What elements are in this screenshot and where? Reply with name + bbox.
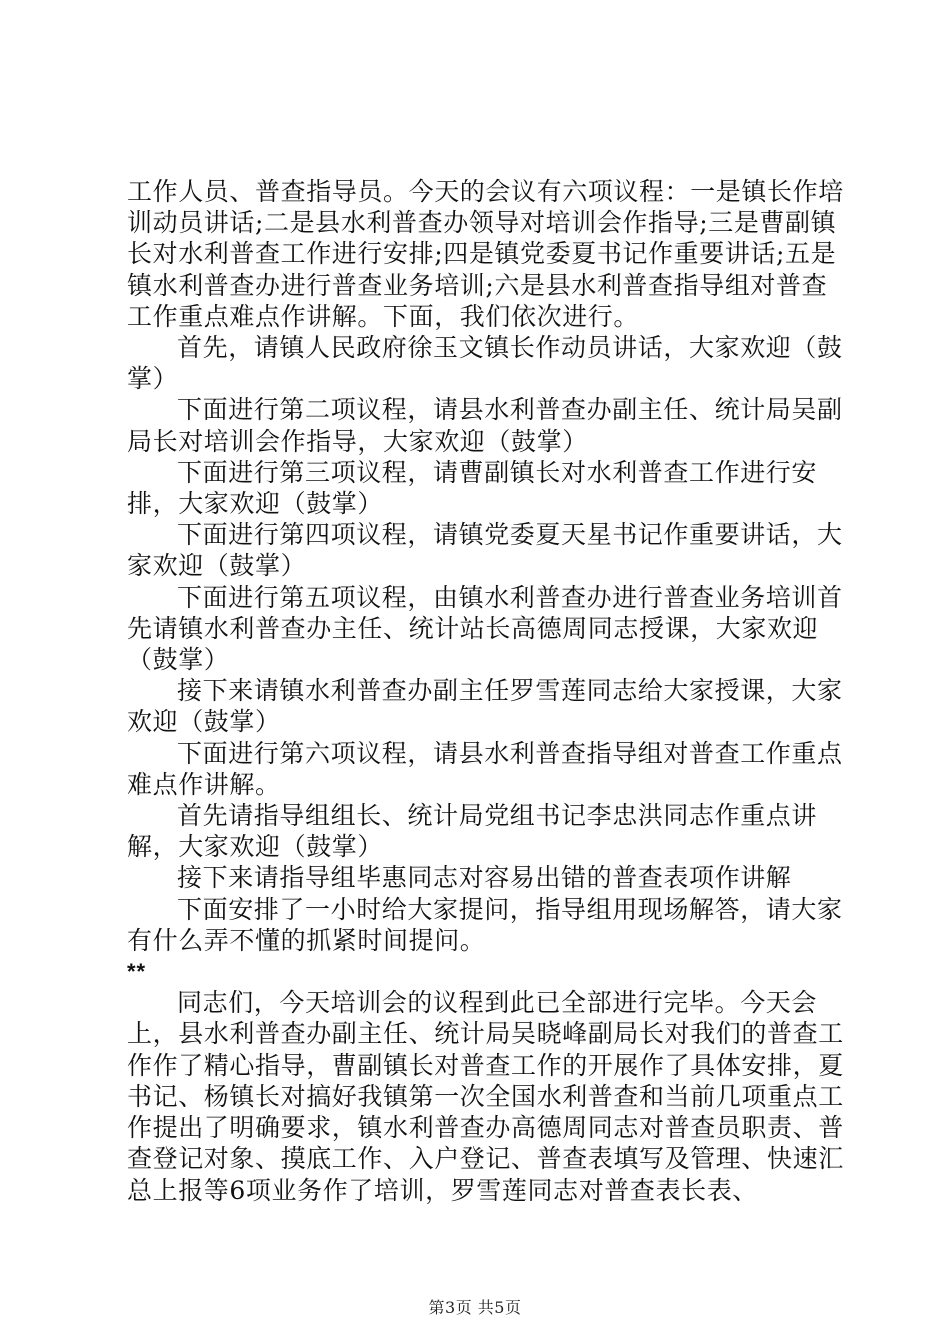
- paragraph-agenda-5b: 接下来请镇水利普查办副主任罗雪莲同志给大家授课，大家欢迎（鼓掌）: [127, 676, 843, 737]
- paragraph-agenda-2: 下面进行第二项议程，请县水利普查办副主任、统计局吴副局长对培训会作指导，大家欢迎（鼓掌）: [127, 395, 843, 456]
- paragraph-agenda-4: 下面进行第四项议程，请镇党委夏天星书记作重要讲话，大家欢迎（鼓掌）: [127, 520, 843, 581]
- page-footer: 第3页 共5页: [428, 1298, 522, 1317]
- document-body: [127, 176, 847, 1206]
- paragraph-intro: 工作人员、普查指导员。今天的会议有六项议程：一是镇长作培训动员讲话;二是县水利普查办领导对培训会作指导;三是曹副镇长对水利普查工作进行安排;四是镇党委夏书记作重要讲话;五是镇水利普查办进行普查业务培训;六是县水利普查指导组对普查工作重点难点作讲解。下面，我们依次进行。: [127, 177, 844, 331]
- paragraph-questions: 下面安排了一小时给大家提问，指导组用现场解答，请大家有什么弄不懂的抓紧时间提问。: [127, 894, 843, 955]
- paragraph-agenda-6b: 接下来请指导组毕惠同志对容易出错的普查表项作讲解: [177, 863, 792, 893]
- paragraph-agenda-5: 下面进行第五项议程，由镇水利普查办进行普查业务培训首先请镇水利普查办主任、统计站长高德周同志授课，大家欢迎（鼓掌）: [127, 582, 843, 675]
- section-separator: **: [127, 959, 147, 985]
- paragraph-agenda-6a: 首先请指导组组长、统计局党组书记李忠洪同志作重点讲解，大家欢迎（鼓掌）: [127, 801, 818, 862]
- paragraph-agenda-3: 下面进行第三项议程，请曹副镇长对水利普查工作进行安排，大家欢迎（鼓掌）: [127, 457, 818, 519]
- paragraph-agenda-6: 下面进行第六项议程，请县水利普查指导组对普查工作重点难点作讲解。: [127, 738, 843, 799]
- paragraph-closing: 同志们，今天培训会的议程到此已全部进行完毕。今天会上，县水利普查办副主任、统计局吴晓峰副局长对我们的普查工作作了精心指导，曹副镇长对普查工作的开展作了具体安排，夏书记、杨镇长对搞好我镇第一次全国水利普查和当前几项重点工作提出了明确要求，镇水利普查办高德周同志对普查员职责、普查登记对象、摸底工作、入户登记、普查表填写及管理、快速汇总上报等6项业务作了培训，罗雪莲同志对普查表长表、: [127, 988, 844, 1205]
- paragraph-agenda-1: 首先，请镇人民政府徐玉文镇长作动员讲话，大家欢迎（鼓掌）: [127, 333, 843, 394]
